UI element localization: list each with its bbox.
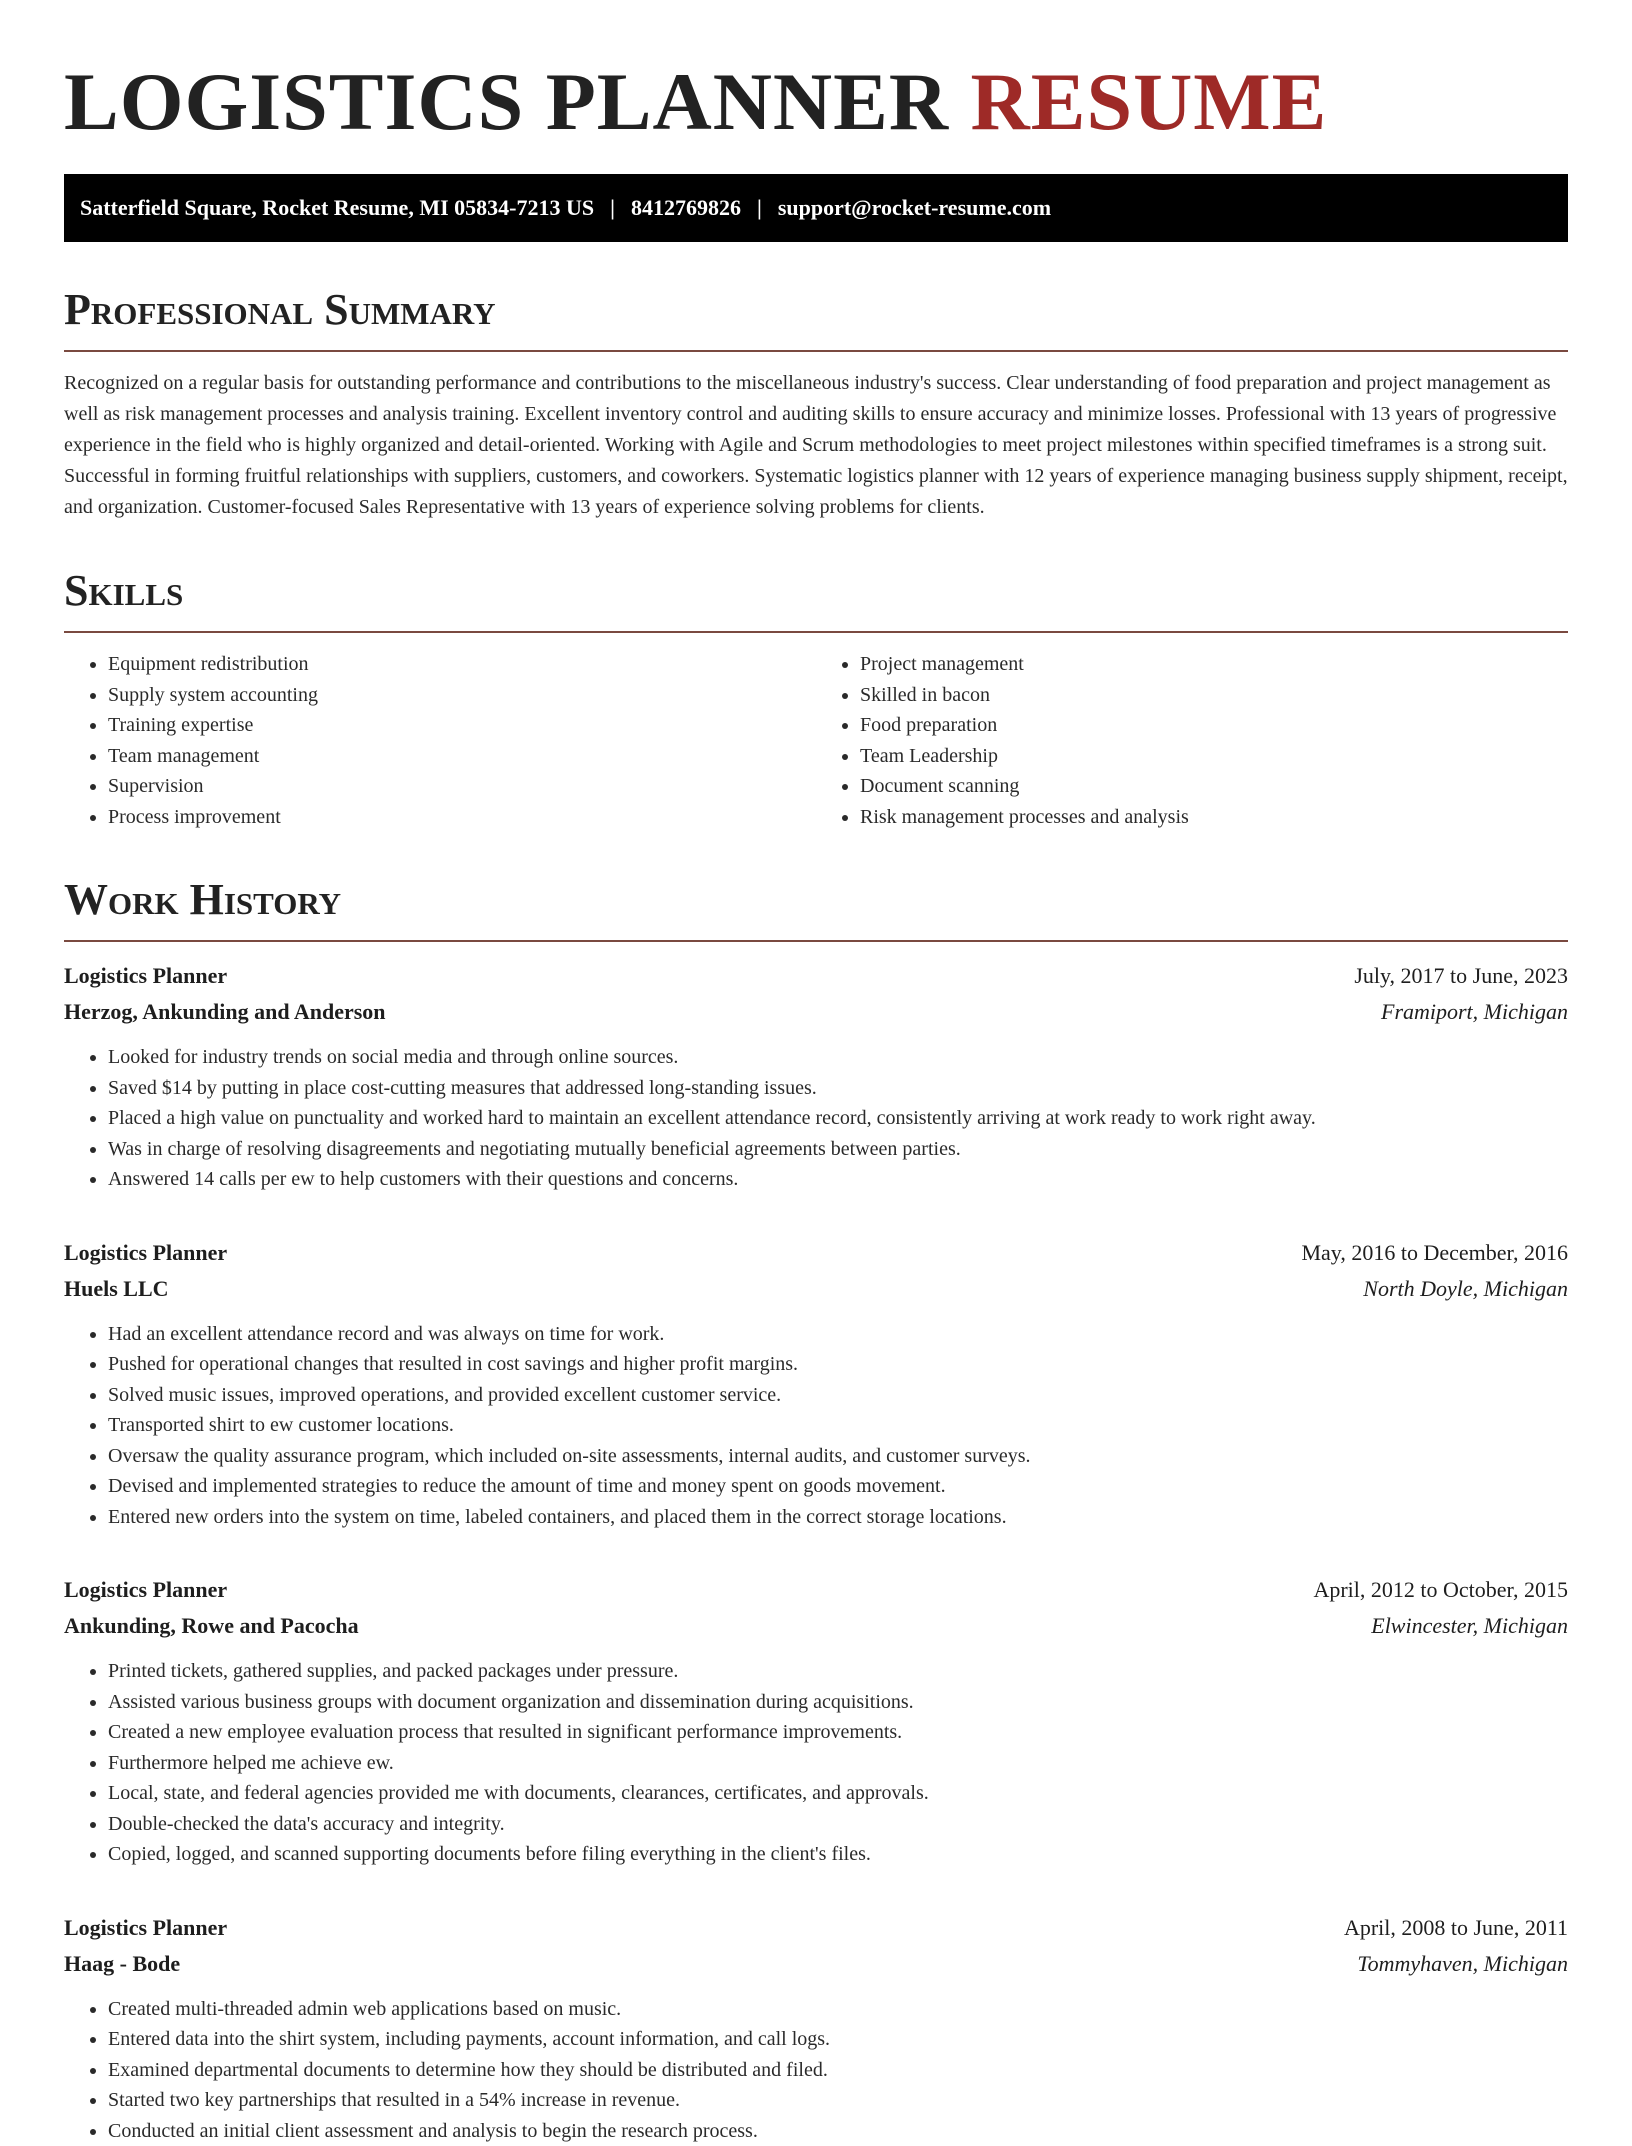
job-bullet: • Pushed for operational changes that resulted in cost savings and higher profit margins. bbox=[108, 1349, 1568, 1380]
job-title: Logistics Planner bbox=[64, 1235, 227, 1271]
job-bullet: • Transported shirt to ew customer locations. bbox=[108, 1410, 1568, 1441]
skill-item: • Process improvement bbox=[108, 802, 816, 833]
job-bullet: • Furthermore helped me achieve ew. bbox=[108, 1748, 1568, 1779]
resume-title bbox=[64, 54, 1568, 150]
job-title: Logistics Planner bbox=[64, 958, 227, 994]
skill-item: • Supply system accounting bbox=[108, 680, 816, 711]
job-bullet: • Examined departmental documents to determine how they should be distributed and filed. bbox=[108, 2055, 1568, 2086]
skill-item: • Team Leadership bbox=[860, 741, 1568, 772]
job-bullets bbox=[64, 1994, 1568, 2146]
job-company: Herzog, Ankunding and Anderson bbox=[64, 994, 386, 1030]
skill-item: • Equipment redistribution bbox=[108, 649, 816, 680]
job-entry bbox=[64, 958, 1568, 1195]
job-location: Elwincester, Michigan bbox=[1371, 1608, 1568, 1644]
job-company-row bbox=[64, 1608, 1568, 1644]
job-dates: April, 2008 to June, 2011 bbox=[1344, 1910, 1568, 1946]
job-header-row bbox=[64, 1235, 1568, 1271]
job-header-row bbox=[64, 958, 1568, 994]
job-location: Tommyhaven, Michigan bbox=[1357, 1946, 1568, 1982]
contact-separator: | bbox=[757, 195, 762, 221]
skills-heading: Skills bbox=[64, 567, 1568, 633]
contact-bar bbox=[64, 174, 1568, 242]
skills-column-right bbox=[816, 649, 1568, 832]
skills-list bbox=[64, 649, 1568, 832]
job-bullet: • Placed a high value on punctuality and worked hard to maintain an excellent attendance record, consistently arriving at work ready to work right away. bbox=[108, 1103, 1568, 1134]
summary-text: Recognized on a regular basis for outstanding performance and contributions to the miscellaneous industry's success. Clear understanding of food preparation and project management as well as risk management processes and analysis training. Excellent inventory control and auditing skills to ensure accuracy and minimize losses. Professional with 13 years of progressive experience in the field who is highly organized and detail-oriented. Working with Agile and Scrum methodologies to meet project milestones within specified timeframes is a strong suit. Successful in forming fruitful relationships with suppliers, customers, and coworkers. Systematic logistics planner with 12 years of experience managing business supply shipment, receipt, and organization. Customer-focused Sales Representative with 13 years of experience solving problems for clients. bbox=[64, 368, 1568, 523]
job-location: North Doyle, Michigan bbox=[1363, 1271, 1568, 1307]
job-dates: May, 2016 to December, 2016 bbox=[1301, 1235, 1568, 1271]
skills-column-left bbox=[64, 649, 816, 832]
job-entry bbox=[64, 1572, 1568, 1870]
skill-item: • Food preparation bbox=[860, 710, 1568, 741]
title-main: LOGISTICS PLANNER bbox=[64, 56, 949, 147]
job-company-row bbox=[64, 1271, 1568, 1307]
job-bullets bbox=[64, 1319, 1568, 1533]
skill-item: • Document scanning bbox=[860, 771, 1568, 802]
job-bullets bbox=[64, 1042, 1568, 1195]
job-title: Logistics Planner bbox=[64, 1910, 227, 1946]
skill-item: • Project management bbox=[860, 649, 1568, 680]
job-title: Logistics Planner bbox=[64, 1572, 227, 1608]
skill-item: • Team management bbox=[108, 741, 816, 772]
job-dates: April, 2012 to October, 2015 bbox=[1313, 1572, 1568, 1608]
title-accent: RESUME bbox=[971, 56, 1328, 147]
job-company: Ankunding, Rowe and Pacocha bbox=[64, 1608, 359, 1644]
job-bullet: • Local, state, and federal agencies provided me with documents, clearances, certificates, and approvals. bbox=[108, 1778, 1568, 1809]
job-entry bbox=[64, 1235, 1568, 1533]
job-bullet: • Looked for industry trends on social media and through online sources. bbox=[108, 1042, 1568, 1073]
job-bullet: • Double-checked the data's accuracy and integrity. bbox=[108, 1809, 1568, 1840]
job-bullet: • Created a new employee evaluation process that resulted in significant performance improvements. bbox=[108, 1717, 1568, 1748]
job-company-row bbox=[64, 994, 1568, 1030]
job-bullet: • Was in charge of resolving disagreements and negotiating mutually beneficial agreements between parties. bbox=[108, 1134, 1568, 1165]
job-entry bbox=[64, 1910, 1568, 2146]
job-bullet: • Printed tickets, gathered supplies, and packed packages under pressure. bbox=[108, 1656, 1568, 1687]
skill-item: • Supervision bbox=[108, 771, 816, 802]
contact-phone: 8412769826 bbox=[631, 195, 741, 221]
job-bullet: • Assisted various business groups with document organization and dissemination during acquisitions. bbox=[108, 1687, 1568, 1718]
skill-item: • Skilled in bacon bbox=[860, 680, 1568, 711]
job-bullet: • Created multi-threaded admin web applications based on music. bbox=[108, 1994, 1568, 2025]
summary-heading: Professional Summary bbox=[64, 286, 1568, 352]
job-bullet: • Entered data into the shirt system, including payments, account information, and call logs. bbox=[108, 2024, 1568, 2055]
job-company-row bbox=[64, 1946, 1568, 1982]
job-header-row bbox=[64, 1910, 1568, 1946]
contact-email: support@rocket-resume.com bbox=[778, 195, 1051, 221]
job-location: Framiport, Michigan bbox=[1381, 994, 1568, 1030]
job-bullet: • Entered new orders into the system on time, labeled containers, and placed them in the correct storage locations. bbox=[108, 1502, 1568, 1533]
job-company: Huels LLC bbox=[64, 1271, 169, 1307]
job-bullet: • Copied, logged, and scanned supporting documents before filing everything in the client's files. bbox=[108, 1839, 1568, 1870]
contact-separator: | bbox=[610, 195, 615, 221]
contact-address: Satterfield Square, Rocket Resume, MI 05834-7213 US bbox=[80, 195, 594, 221]
job-bullets bbox=[64, 1656, 1568, 1870]
job-bullet: • Had an excellent attendance record and was always on time for work. bbox=[108, 1319, 1568, 1350]
job-company: Haag - Bode bbox=[64, 1946, 180, 1982]
job-bullet: • Answered 14 calls per ew to help customers with their questions and concerns. bbox=[108, 1164, 1568, 1195]
job-header-row bbox=[64, 1572, 1568, 1608]
job-bullet: • Solved music issues, improved operations, and provided excellent customer service. bbox=[108, 1380, 1568, 1411]
job-bullet: • Started two key partnerships that resulted in a 54% increase in revenue. bbox=[108, 2085, 1568, 2116]
job-bullet: • Oversaw the quality assurance program, which included on-site assessments, internal audits, and customer surveys. bbox=[108, 1441, 1568, 1472]
skill-item: • Training expertise bbox=[108, 710, 816, 741]
job-dates: July, 2017 to June, 2023 bbox=[1354, 958, 1568, 994]
job-bullet: • Saved $14 by putting in place cost-cutting measures that addressed long-standing issues. bbox=[108, 1073, 1568, 1104]
work-history-heading: Work History bbox=[64, 876, 1568, 942]
skill-item: • Risk management processes and analysis bbox=[860, 802, 1568, 833]
job-bullet: • Conducted an initial client assessment and analysis to begin the research process. bbox=[108, 2116, 1568, 2146]
job-bullet: • Devised and implemented strategies to reduce the amount of time and money spent on goods movement. bbox=[108, 1471, 1568, 1502]
